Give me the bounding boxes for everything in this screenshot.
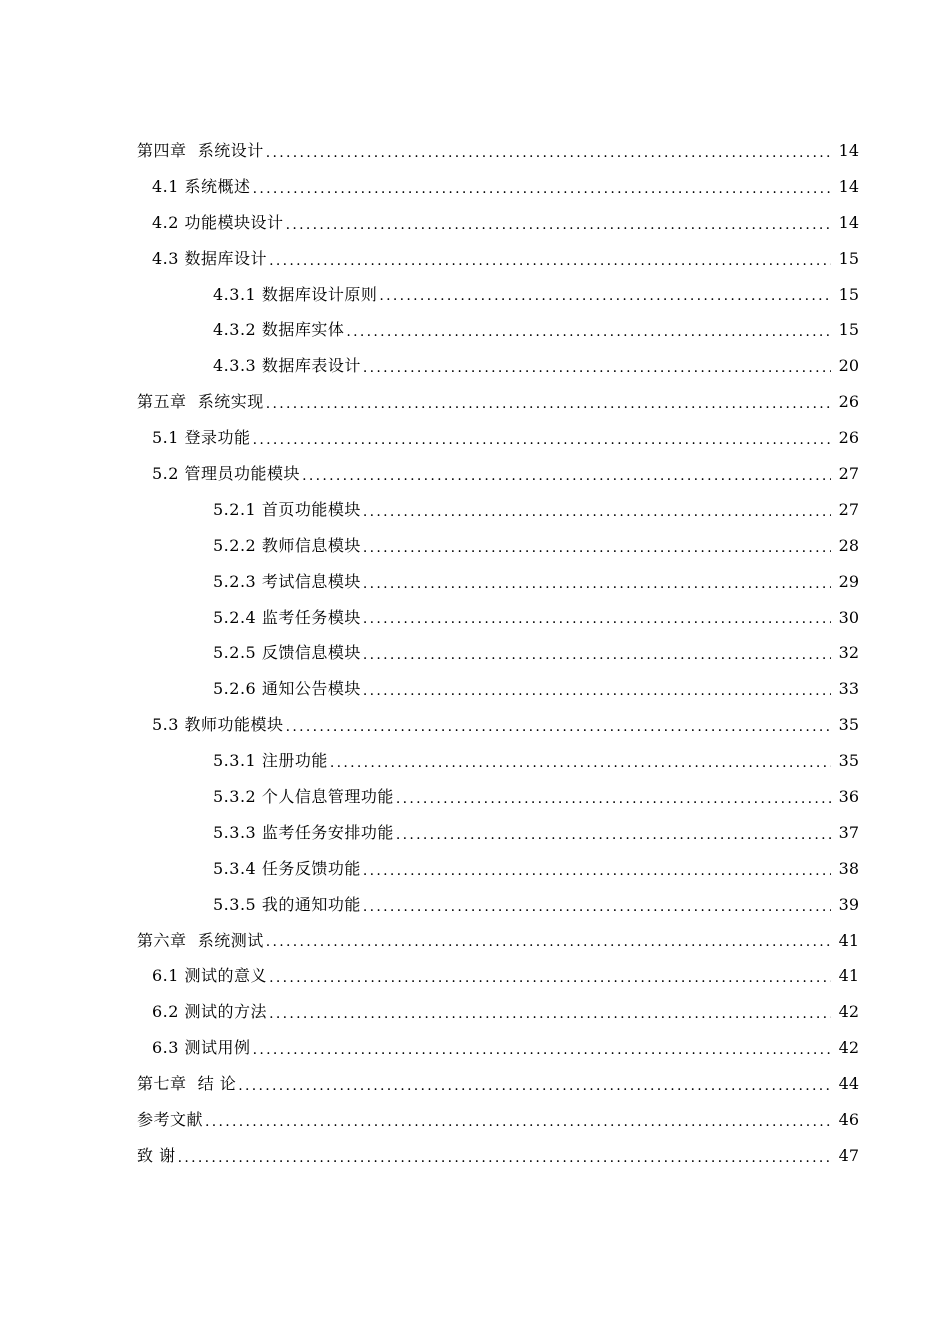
dot-leader <box>346 322 831 348</box>
toc-page-number: 15 <box>838 248 859 268</box>
toc-entry-number: 4.3.1 <box>213 284 257 304</box>
dot-leader <box>379 286 831 312</box>
toc-entry[interactable] <box>0 743 950 779</box>
dot-leader <box>330 753 831 779</box>
toc-entry-number: 5.3.4 <box>213 858 257 878</box>
dot-leader <box>363 645 831 671</box>
toc-entry[interactable] <box>0 348 950 384</box>
toc-entry[interactable] <box>0 277 950 313</box>
toc-page-number: 44 <box>838 1074 859 1094</box>
toc-entry[interactable] <box>0 958 950 994</box>
toc-entry-number: 4.3 <box>152 248 179 268</box>
toc-page-number: 15 <box>838 320 859 340</box>
toc-entry-number: 5.2.1 <box>213 499 257 519</box>
dot-leader <box>253 179 831 205</box>
dot-leader <box>205 1112 831 1138</box>
toc-entry[interactable] <box>0 133 950 169</box>
toc-entry[interactable] <box>0 635 950 671</box>
toc-entry-number: 5.2.2 <box>213 535 257 555</box>
toc-entry-number: 第七章 <box>137 1074 187 1094</box>
toc-page-number: 15 <box>838 284 859 304</box>
dot-leader <box>286 717 831 743</box>
toc-entry-number: 4.2 <box>152 212 179 232</box>
toc-page-number: 27 <box>838 463 859 483</box>
dot-leader <box>363 609 831 635</box>
toc-entry-title: 功能模块设计 <box>184 212 284 232</box>
toc-entry[interactable] <box>0 1066 950 1102</box>
toc-entry-number: 5.2 <box>152 463 179 483</box>
toc-entry-title: 通知公告模块 <box>261 679 361 699</box>
toc-entry-number: 4.3.2 <box>213 320 257 340</box>
toc-entry-title: 个人信息管理功能 <box>261 786 394 806</box>
toc-page-number: 37 <box>838 822 859 842</box>
toc-page-number: 42 <box>838 1002 859 1022</box>
toc-entry-title: 首页功能模块 <box>261 499 361 519</box>
toc-entry-title: 我的通知功能 <box>261 894 361 914</box>
toc-page-number: 28 <box>838 535 859 555</box>
toc-entry[interactable] <box>0 1138 950 1174</box>
toc-entry[interactable] <box>0 671 950 707</box>
dot-leader <box>253 430 831 456</box>
toc-entry-title: 数据库设计原则 <box>261 284 378 304</box>
toc-entry-number: 5.3.3 <box>213 822 257 842</box>
toc-entry[interactable] <box>0 528 950 564</box>
toc-entry-number: 4.3.3 <box>213 356 257 376</box>
toc-page-number: 30 <box>838 607 859 627</box>
toc-entry[interactable] <box>0 851 950 887</box>
table-of-contents <box>0 133 950 1174</box>
toc-entry[interactable] <box>0 815 950 851</box>
toc-entry-number: 5.3.1 <box>213 751 257 771</box>
toc-entry-number: 5.2.4 <box>213 607 257 627</box>
toc-entry-title: 测试用例 <box>184 1038 251 1058</box>
toc-entry[interactable] <box>0 1102 950 1138</box>
dot-leader <box>363 358 831 384</box>
toc-entry-title: 数据库设计 <box>184 248 268 268</box>
toc-entry-number: 5.3 <box>152 715 179 735</box>
toc-entry[interactable] <box>0 420 950 456</box>
toc-page-number: 42 <box>838 1038 859 1058</box>
toc-entry-title: 参考文献 <box>137 1109 204 1129</box>
toc-entry-title: 结 论 <box>197 1074 237 1094</box>
toc-entry-title: 系统设计 <box>197 140 264 160</box>
dot-leader <box>266 932 831 958</box>
toc-entry-title: 系统实现 <box>197 392 264 412</box>
toc-entry-number: 第五章 <box>137 392 187 412</box>
toc-entry-title: 数据库实体 <box>261 320 345 340</box>
dot-leader <box>269 968 831 994</box>
dot-leader <box>396 789 831 815</box>
toc-entry-title: 系统测试 <box>197 930 264 950</box>
toc-entry[interactable] <box>0 456 950 492</box>
toc-entry-title: 考试信息模块 <box>261 571 361 591</box>
toc-entry-title: 监考任务安排功能 <box>261 822 394 842</box>
dot-leader <box>253 1040 831 1066</box>
toc-entry[interactable] <box>0 564 950 600</box>
toc-entry[interactable] <box>0 492 950 528</box>
toc-entry-number: 5.3.5 <box>213 894 257 914</box>
toc-page-number: 35 <box>838 751 859 771</box>
toc-entry[interactable] <box>0 923 950 959</box>
toc-entry-title: 监考任务模块 <box>261 607 361 627</box>
toc-entry-number: 第六章 <box>137 930 187 950</box>
dot-leader <box>269 1004 831 1030</box>
dot-leader <box>396 825 831 851</box>
toc-entry-title: 教师功能模块 <box>184 715 284 735</box>
toc-entry-number: 第四章 <box>137 140 187 160</box>
toc-entry-number: 5.2.5 <box>213 643 257 663</box>
toc-entry[interactable] <box>0 707 950 743</box>
toc-entry-number: 5.3.2 <box>213 786 257 806</box>
dot-leader <box>363 538 831 564</box>
toc-entry[interactable] <box>0 600 950 636</box>
toc-entry-title: 任务反馈功能 <box>261 858 361 878</box>
toc-entry-number: 5.2.6 <box>213 679 257 699</box>
toc-page-number: 29 <box>838 571 859 591</box>
toc-entry[interactable] <box>0 169 950 205</box>
toc-entry-number: 6.3 <box>152 1038 179 1058</box>
toc-page-number: 14 <box>838 212 859 232</box>
dot-leader <box>363 897 831 923</box>
toc-entry-number: 6.2 <box>152 1002 179 1022</box>
dot-leader <box>286 215 831 241</box>
toc-entry-number: 4.1 <box>152 176 179 196</box>
toc-page-number: 14 <box>838 140 859 160</box>
toc-entry-title: 反馈信息模块 <box>261 643 361 663</box>
toc-entry-title: 管理员功能模块 <box>184 463 301 483</box>
toc-page-number: 36 <box>838 786 859 806</box>
toc-entry[interactable] <box>0 1030 950 1066</box>
toc-entry[interactable] <box>0 994 950 1030</box>
toc-entry-title: 数据库表设计 <box>261 356 361 376</box>
toc-entry[interactable] <box>0 312 950 348</box>
toc-entry-title: 测试的意义 <box>184 966 268 986</box>
dot-leader <box>238 1076 831 1102</box>
toc-entry-number: 5.2.3 <box>213 571 257 591</box>
toc-entry[interactable] <box>0 205 950 241</box>
toc-entry-title: 测试的方法 <box>184 1002 268 1022</box>
toc-page-number: 39 <box>838 894 859 914</box>
toc-entry-title: 系统概述 <box>184 176 251 196</box>
toc-page-number: 38 <box>838 858 859 878</box>
toc-page-number: 47 <box>838 1145 859 1165</box>
toc-entry-number: 5.1 <box>152 428 179 448</box>
dot-leader <box>363 681 831 707</box>
toc-entry-title: 登录功能 <box>184 428 251 448</box>
toc-page-number: 35 <box>838 715 859 735</box>
toc-entry[interactable] <box>0 887 950 923</box>
toc-page-number: 41 <box>838 930 859 950</box>
toc-entry-title: 致 谢 <box>137 1145 176 1165</box>
toc-page-number: 14 <box>838 176 859 196</box>
dot-leader <box>302 466 831 492</box>
dot-leader <box>363 502 831 528</box>
toc-entry-title: 教师信息模块 <box>261 535 361 555</box>
toc-entry[interactable] <box>0 779 950 815</box>
toc-page-number: 27 <box>838 499 859 519</box>
toc-entry[interactable] <box>0 384 950 420</box>
toc-page-number: 33 <box>838 679 859 699</box>
dot-leader <box>269 251 831 277</box>
dot-leader <box>363 861 831 887</box>
dot-leader <box>266 143 831 169</box>
toc-page-number: 41 <box>838 966 859 986</box>
dot-leader <box>266 394 831 420</box>
toc-entry-number: 6.1 <box>152 966 179 986</box>
toc-page-number: 26 <box>838 428 859 448</box>
toc-entry-title: 注册功能 <box>261 751 328 771</box>
toc-page-number: 32 <box>838 643 859 663</box>
dot-leader <box>363 574 831 600</box>
toc-page-number: 20 <box>838 356 859 376</box>
toc-page-number: 46 <box>838 1109 859 1129</box>
toc-entry[interactable] <box>0 241 950 277</box>
toc-page-number: 26 <box>838 392 859 412</box>
dot-leader <box>178 1148 831 1174</box>
